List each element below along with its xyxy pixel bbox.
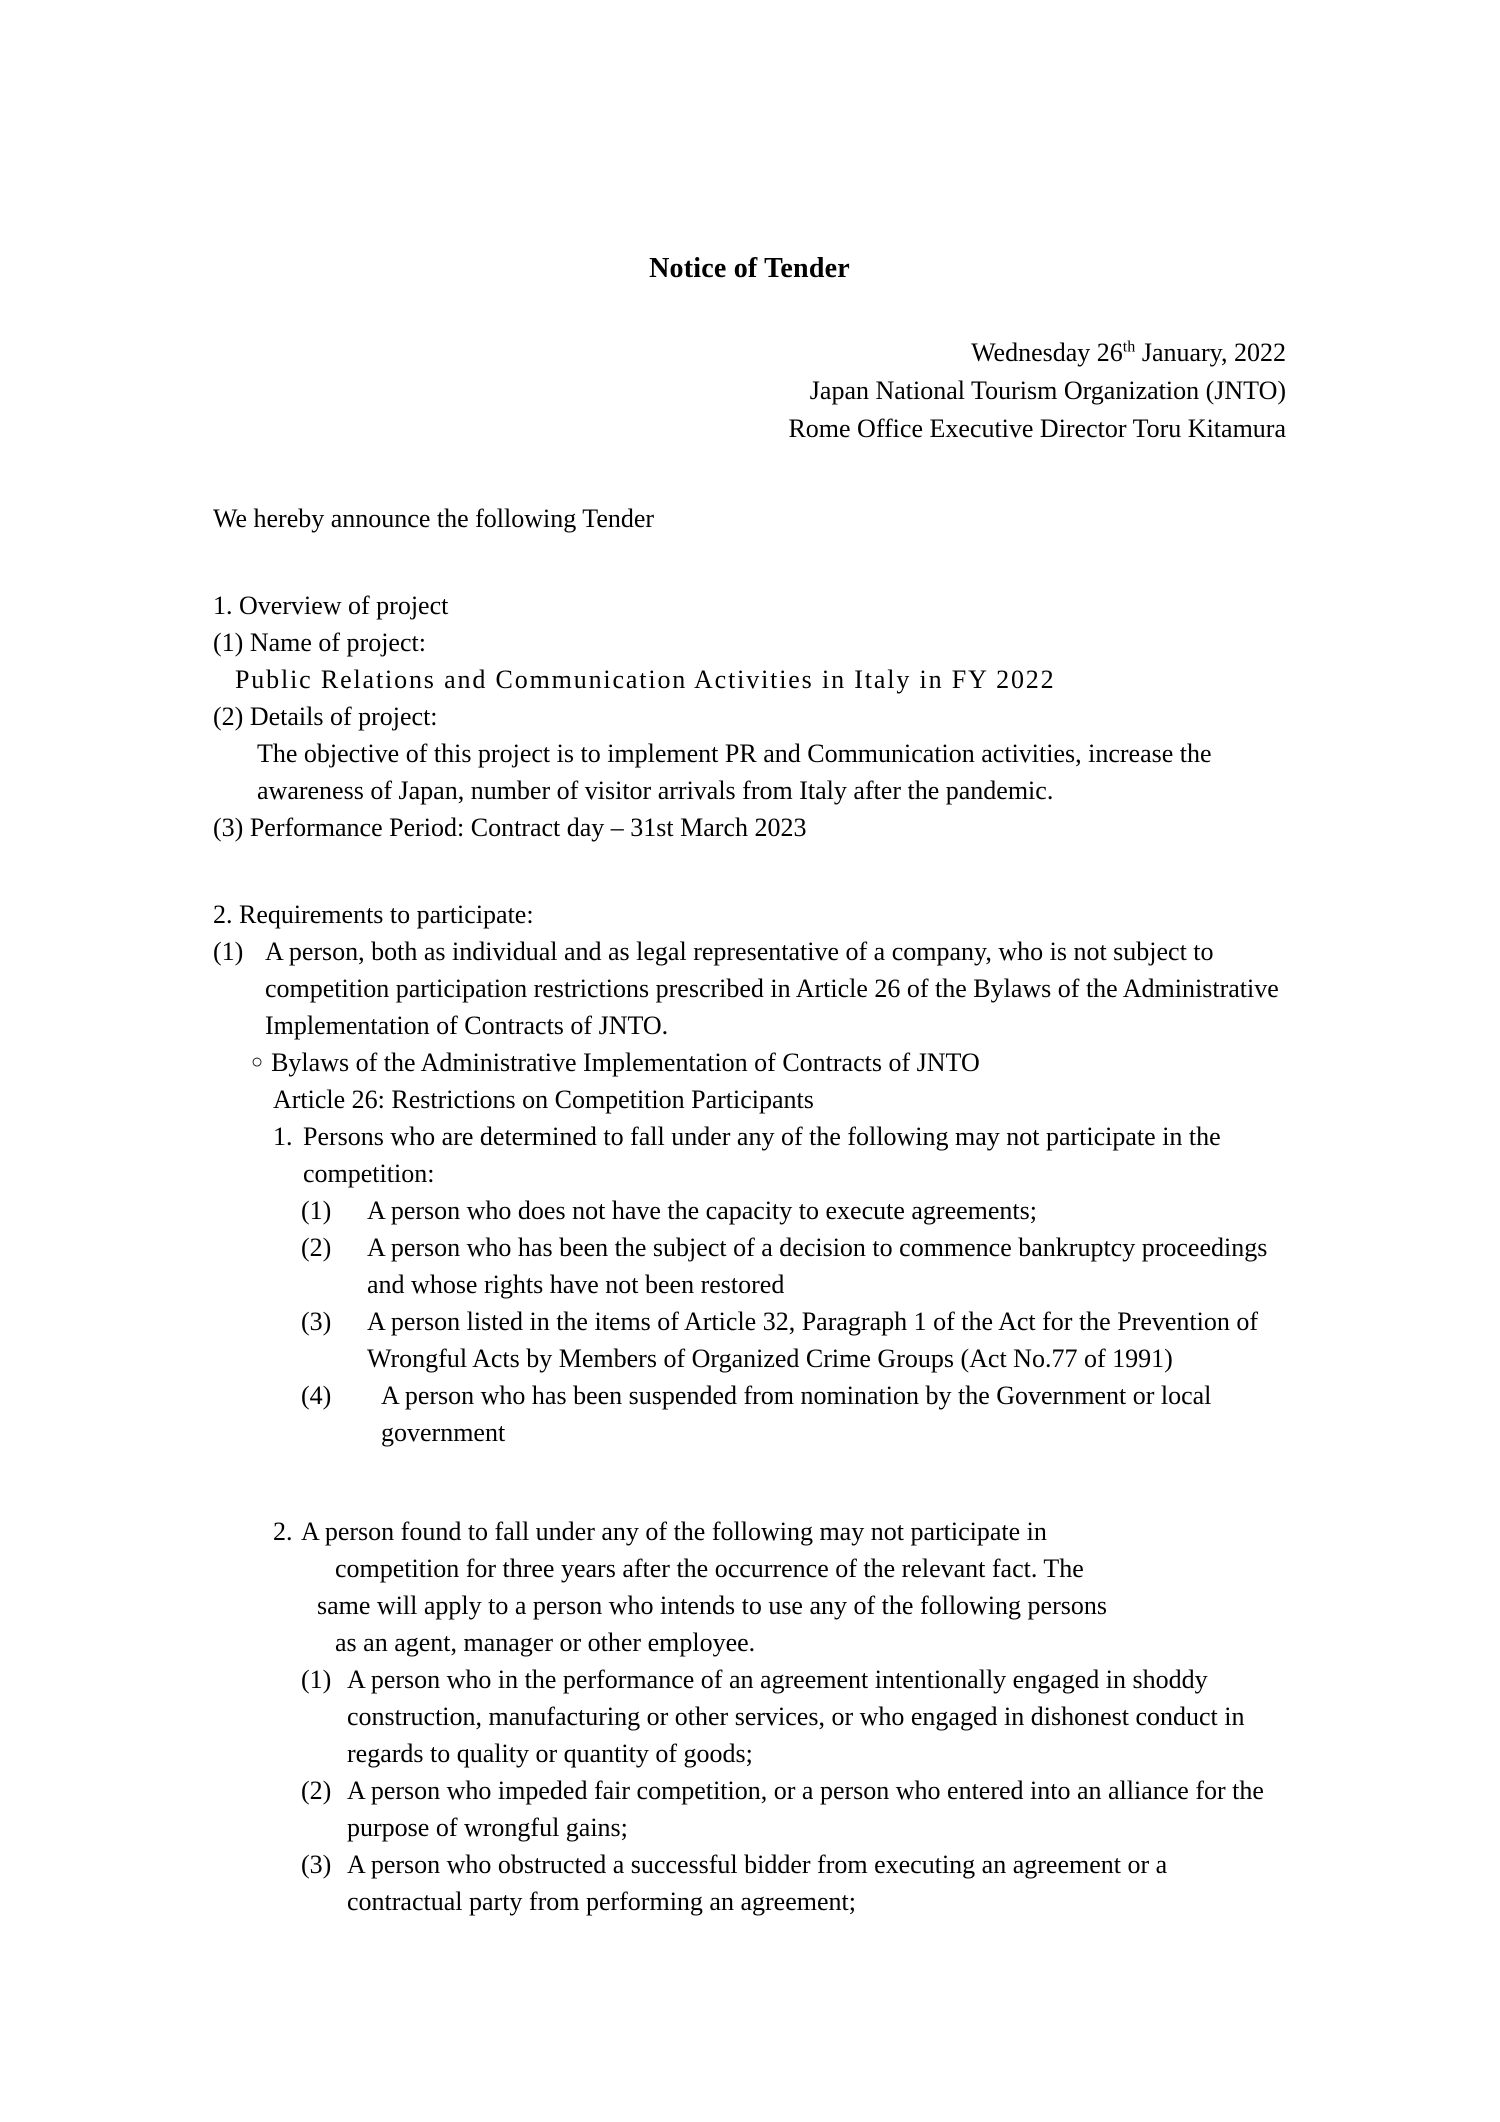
list-item-marker: (1) — [301, 1195, 332, 1225]
list-item-text: A person listed in the items of Article 32, Paragraph 1 of the Act for the Prevention of Wrongful Acts by Members of Organized Crime Groups (Act No.77 of 1991) — [367, 1306, 1259, 1373]
bylaws-title-row — [251, 1044, 1286, 1081]
intro-paragraph: We hereby announce the following Tender — [213, 503, 655, 533]
clause1 — [273, 1118, 1286, 1192]
clause2-line-4: as an agent, manager or other employee. — [335, 1627, 756, 1657]
list-item — [301, 1772, 1286, 1846]
header-date-suffix: January, 2022 — [1135, 337, 1286, 367]
header-organization: Japan National Tourism Organization (JNTO) — [809, 375, 1286, 405]
list-item-text: A person who does not have the capacity to execute agreements; — [367, 1195, 1037, 1225]
clause2-line-3: same will apply to a person who intends to use any of the following persons — [317, 1590, 1107, 1620]
section2-heading: 2. Requirements to participate: — [213, 899, 534, 929]
clause1-marker: 1. — [273, 1121, 293, 1151]
section1-item2-value: The objective of this project is to implement PR and Communication activities, increase the awareness of Japan, number of visitor arrivals from Italy after the pandemic. — [257, 738, 1212, 805]
list-item-text: A person who obstructed a successful bidder from executing an agreement or a contractual party from performing an agreement; — [347, 1849, 1168, 1916]
header-date-prefix: Wednesday 26 — [971, 337, 1123, 367]
list-item-text: A person who in the performance of an agreement intentionally engaged in shoddy construction, manufacturing or other services, or who engaged in dishonest conduct in regards to quality or quantity of goods; — [347, 1664, 1245, 1768]
bylaws-title: Bylaws of the Administrative Implementation of Contracts of JNTO — [271, 1047, 980, 1077]
list-item-marker: (2) — [301, 1775, 332, 1805]
clause1-text: Persons who are determined to fall under any of the following may not participate in the competition: — [303, 1121, 1221, 1188]
section1-heading: 1. Overview of project — [213, 590, 449, 620]
clause2-marker: 2. — [273, 1516, 293, 1546]
clause2 — [273, 1513, 1286, 1550]
header-date-superscript: th — [1122, 337, 1136, 355]
section1-item3: (3) Performance Period: Contract day – 31st March 2023 — [213, 812, 807, 842]
list-item — [301, 1377, 1286, 1451]
list-item-marker: (3) — [301, 1306, 332, 1336]
header-block — [213, 334, 1286, 448]
list-item — [301, 1661, 1286, 1772]
list-item-text: A person who has been suspended from nomination by the Government or local government — [381, 1380, 1212, 1447]
clause2-line-2: competition for three years after the occurrence of the relevant fact. The — [335, 1553, 1084, 1583]
page-title: Notice of Tender — [649, 253, 850, 284]
header-office: Rome Office Executive Director Toru Kitamura — [788, 413, 1286, 443]
list-item — [301, 1192, 1286, 1229]
section2-item1-marker: (1) — [213, 936, 244, 966]
section1-item1-value: Public Relations and Communication Activities in Italy in FY 2022 — [235, 664, 1056, 694]
header-date-line — [213, 334, 1286, 372]
list-item-text: A person who has been the subject of a decision to commence bankruptcy proceedings and whose rights have not been restored — [367, 1232, 1268, 1299]
document-content — [213, 0, 1286, 1920]
list-item — [301, 1229, 1286, 1303]
section2-item1-text: A person, both as individual and as legal representative of a company, who is not subject to competition participation restrictions prescribed in Article 26 of the Bylaws of the Administrative Implementation of Contracts of JNTO. — [265, 936, 1279, 1040]
list-item-marker: (3) — [301, 1849, 332, 1879]
section1-item2-label: (2) Details of project: — [213, 701, 438, 731]
section2-item1 — [213, 933, 1286, 1044]
list-item-marker: (4) — [301, 1380, 332, 1410]
list-item — [301, 1846, 1286, 1920]
list-item-text: A person who impeded fair competition, or a person who entered into an alliance for the purpose of wrongful gains; — [347, 1775, 1264, 1842]
article-title: Article 26: Restrictions on Competition Participants — [273, 1084, 814, 1114]
section1-item1-label: (1) Name of project: — [213, 627, 426, 657]
clause2-line-1: A person found to fall under any of the following may not participate in — [301, 1516, 1047, 1546]
circle-bullet-icon: ○ — [251, 1050, 264, 1073]
list-item-marker: (2) — [301, 1232, 332, 1262]
list-item — [301, 1303, 1286, 1377]
list-item-marker: (1) — [301, 1664, 332, 1694]
